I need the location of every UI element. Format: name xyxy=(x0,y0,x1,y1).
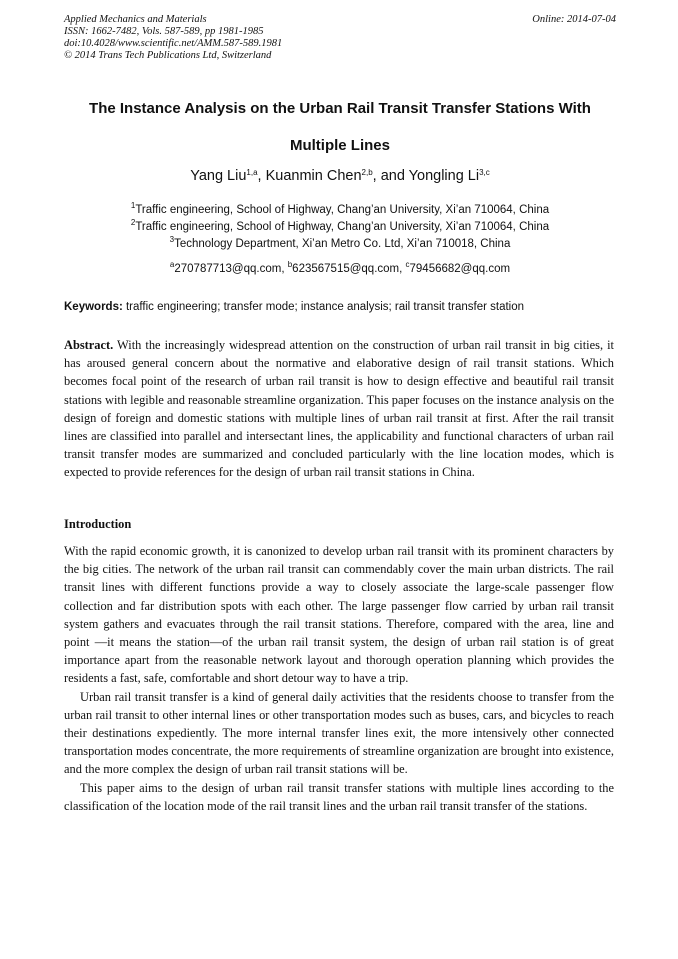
affiliation-sup: 3 xyxy=(169,235,175,244)
online-date: Online: 2014-07-04 xyxy=(532,14,616,25)
email-sup: b xyxy=(287,260,293,269)
author-sup: 2,b xyxy=(361,168,373,177)
journal-name: Applied Mechanics and Materials xyxy=(64,14,207,25)
paper-title xyxy=(64,90,616,164)
paragraph: Urban rail transit transfer is a kind of general daily activities that the residents choose to transfer from the urban rail transit to other internal lines or other transportation modes such as buses, cars, and bicycles to reach their destinations expediently. The more internal transfer lines exit, the more intensively other connected transportation modes concentrate, the more requirements of streamline organization are brought into existence, and the more complex the design of urban rail transit stations will be. xyxy=(64,689,614,777)
keywords-text: traffic engineering; transfer mode; instance analysis; rail transit transfer station xyxy=(122,301,524,313)
email-link[interactable]: 270787713@qq.com, xyxy=(174,263,288,275)
affiliation-text: Technology Department, Xi’an Metro Co. Ltd, Xi’an 710018, China xyxy=(174,238,511,250)
title-line-1: The Instance Analysis on the Urban Rail Transit Transfer Stations With xyxy=(89,100,591,117)
email-link[interactable]: 79456682@qq.com xyxy=(409,263,511,275)
affiliation-3 xyxy=(64,235,616,250)
author-name: Yongling Li xyxy=(408,168,480,184)
email-link[interactable]: 623567515@qq.com, xyxy=(292,263,406,275)
author-sup: 1,a xyxy=(246,168,258,177)
abstract-label: Abstract. xyxy=(64,338,114,352)
author-name: Yang Liu xyxy=(190,168,247,184)
affiliation-sup: 2 xyxy=(130,218,136,227)
email-sup: a xyxy=(169,260,175,269)
copyright-line: © 2014 Trans Tech Publications Ltd, Switzerland xyxy=(64,50,272,61)
section-heading-introduction: Introduction xyxy=(64,517,132,531)
affiliation-1 xyxy=(64,201,616,216)
abstract-text: With the increasingly widespread attention on the construction of urban rail transit in big cities, it has aroused general concern about the normative and elaborative design of rail transit stations. Which becomes focal point of the research of urban rail transit is how to design effective and beautiful rail transit stations with legible and reasonable streamline organization. This paper focuses on the instance analysis on the design of foreign and domestic stations with multiple lines of urban rail transit at first. After the rail transit lines are classified into parallel and intersectant lines, the applicability and functional characters of urban rail transit transfer modes are summarized and concluded particularly with the line location modes, which is expected to provide references for the design of urban rail transit stations in China. xyxy=(64,338,614,480)
paragraph: With the rapid economic growth, it is canonized to develop urban rail transit with its prominent characters by the big cities. The network of the urban rail transit can commendably cover the main urban districts. The rail transit lines with different functions provide a way to closely associate the large-scale passenger flow collection and far distribution spots with each other. The large passenger flow carried by urban rail transit system gathers and evacuates through the rail transit stations. Therefore, compared with the area, line and point —it means the station—of the urban rail transit system, the design of urban rail station is of great importance apart from the reasonable network layout and thorough operation planning which provides the residents a fast, safe, comfortable and short detour way to have a trip. xyxy=(64,544,614,686)
issn-line: ISSN: 1662-7482, Vols. 587-589, pp 1981-1985 xyxy=(64,26,264,37)
author-list xyxy=(64,168,616,184)
doi-line[interactable]: doi:10.4028/www.scientific.net/AMM.587-589.1981 xyxy=(64,38,283,49)
email-list xyxy=(64,260,616,275)
abstract xyxy=(64,336,614,482)
author-name: Kuanmin Chen xyxy=(265,168,362,184)
affiliation-sup: 1 xyxy=(130,201,136,210)
author-sup: 3,c xyxy=(479,168,490,177)
title-line-2: Multiple Lines xyxy=(289,137,390,154)
author-separator: , xyxy=(257,168,266,184)
affiliation-text: Traffic engineering, School of Highway, Chang’an University, Xi’an 710064, China xyxy=(135,204,550,216)
keywords-label: Keywords: xyxy=(64,301,123,313)
keywords xyxy=(64,301,616,313)
paragraph: This paper aims to the design of urban rail transit transfer stations with multiple lines according to the classification of the location mode of the rail transit lines and the urban rail transit transfer of the stations. xyxy=(64,780,614,813)
journal-header xyxy=(64,14,616,62)
affiliation-text: Traffic engineering, School of Highway, Chang’an University, Xi’an 710064, China xyxy=(135,221,550,233)
email-sup: c xyxy=(405,260,410,269)
author-separator: , and xyxy=(372,168,409,184)
introduction-body xyxy=(64,542,614,815)
affiliation-2 xyxy=(64,218,616,233)
